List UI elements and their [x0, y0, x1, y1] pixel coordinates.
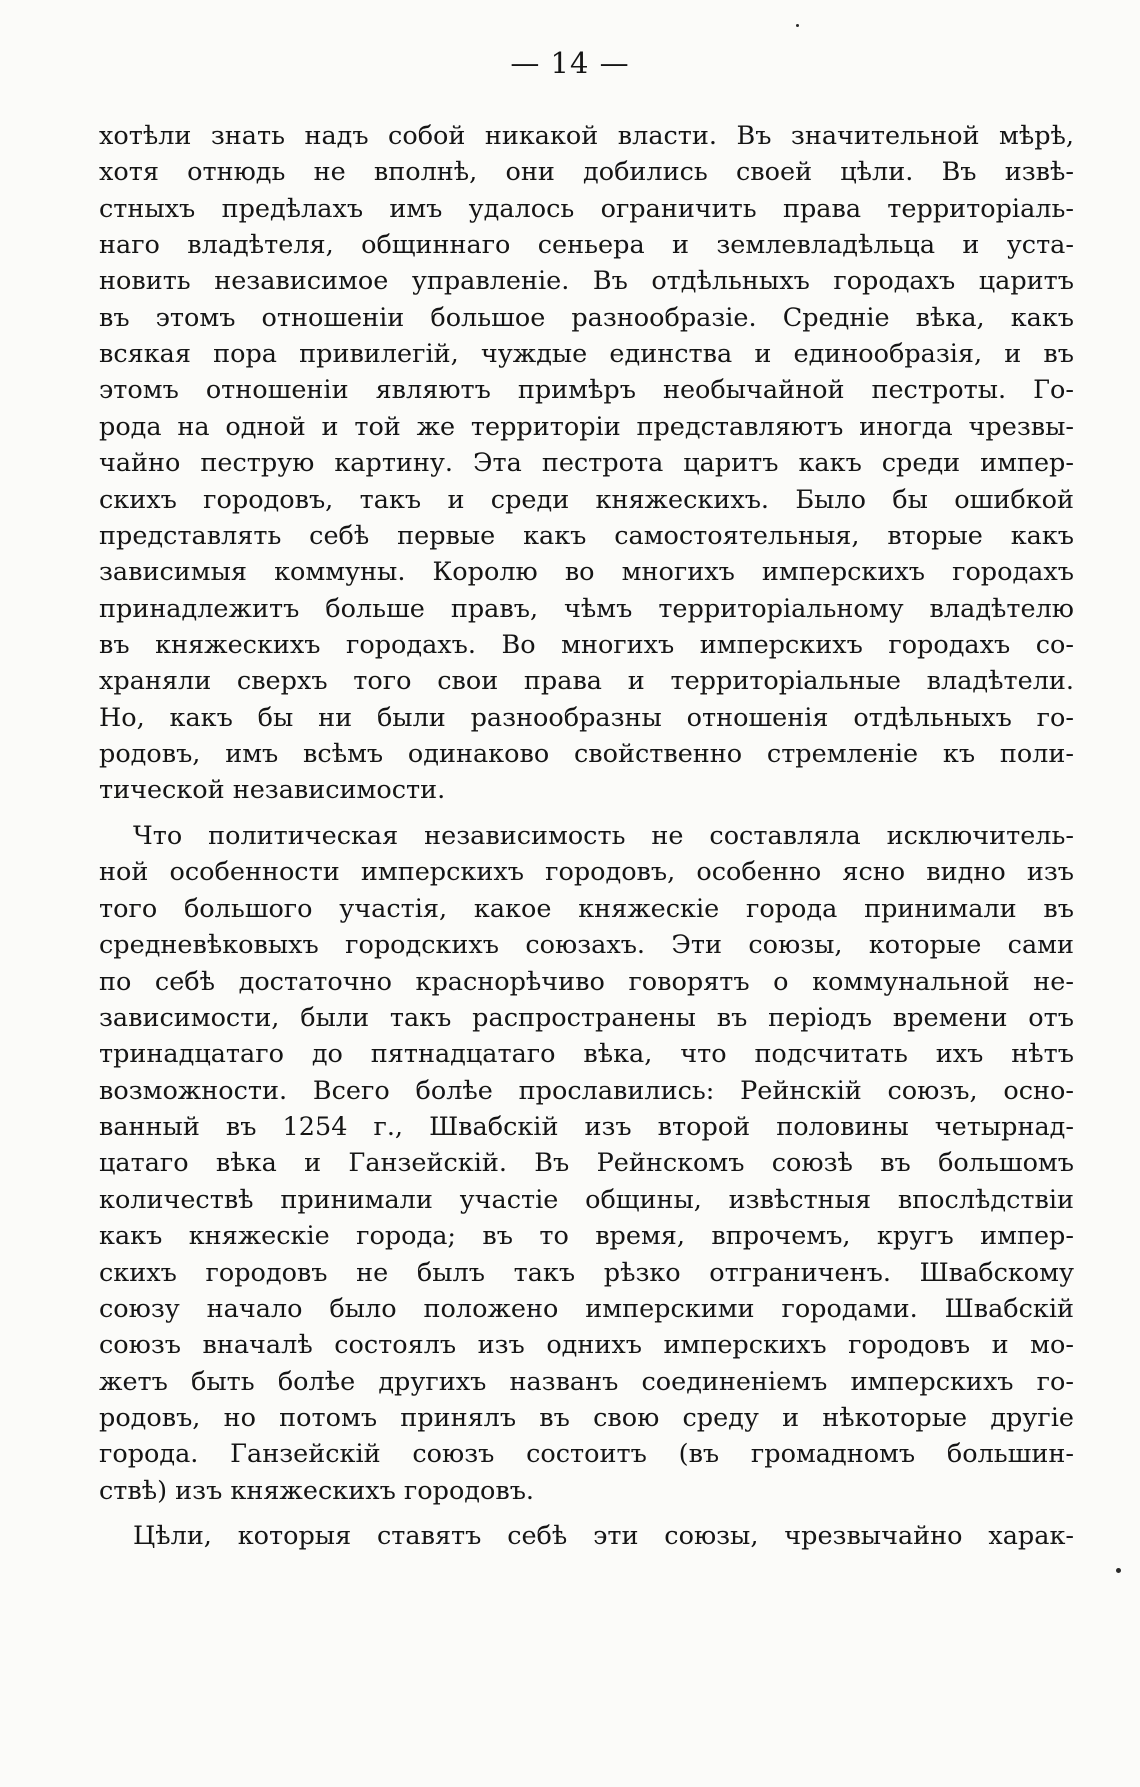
- text-line: принадлежитъ больше правъ, чѣмъ территоріальному владѣтелю: [99, 594, 1074, 624]
- text-line: наго владѣтеля, общиннаго сеньера и землевладѣльца и уста-: [99, 230, 1074, 260]
- text-line: новить независимое управленіе. Въ отдѣльныхъ городахъ царитъ: [99, 266, 1074, 296]
- text-line: тической независимости.: [99, 775, 446, 805]
- text-line: Цѣли, которыя ставятъ себѣ эти союзы, чрезвычайно харак-: [133, 1521, 1074, 1551]
- text-line: хотѣли знать надъ собой никакой власти. Въ значительной мѣрѣ,: [99, 121, 1074, 151]
- text-line: Что политическая независимость не составляла исключитель-: [133, 821, 1074, 851]
- text-line: въ княжескихъ городахъ. Во многихъ имперскихъ городахъ со-: [99, 630, 1074, 660]
- text-line: родовъ, имъ всѣмъ одинаково свойственно стремленіе къ поли-: [99, 739, 1074, 769]
- text-line: стныхъ предѣлахъ имъ удалось ограничить права территоріаль-: [99, 194, 1074, 224]
- page-number: — 14 —: [510, 46, 630, 80]
- text-line: ной особенности имперскихъ городовъ, особенно ясно видно изъ: [99, 857, 1074, 887]
- text-line: союзъ вначалѣ состоялъ изъ однихъ имперскихъ городовъ и мо-: [99, 1330, 1074, 1360]
- text-line: представлять себѣ первые какъ самостоятельныя, вторые какъ: [99, 521, 1074, 551]
- text-line: возможности. Всего болѣе прославились: Рейнскій союзъ, осно-: [99, 1076, 1074, 1106]
- text-line: зависимыя коммуны. Королю во многихъ имперскихъ городахъ: [99, 557, 1074, 587]
- text-line: средневѣковыхъ городскихъ союзахъ. Эти союзы, которые сами: [99, 930, 1074, 960]
- text-line: зависимости, были такъ распространены въ періодъ времени отъ: [99, 1003, 1074, 1033]
- text-line: скихъ городовъ не былъ такъ рѣзко отграниченъ. Швабскому: [99, 1258, 1074, 1288]
- text-line: всякая пора привилегій, чуждые единства и единообразія, и въ: [99, 339, 1074, 369]
- text-line: хотя отнюдь не вполнѣ, они добились своей цѣли. Въ извѣ-: [99, 157, 1074, 187]
- text-line: союзу начало было положено имперскими городами. Швабскій: [99, 1294, 1074, 1324]
- text-line: чайно пеструю картину. Эта пестрота царитъ какъ среди импер-: [99, 448, 1074, 478]
- text-line: храняли сверхъ того свои права и территоріальные владѣтели.: [99, 666, 1074, 696]
- speck-mark: [1116, 1568, 1121, 1573]
- text-line: Но, какъ бы ни были разнообразны отношенія отдѣльныхъ го-: [99, 703, 1074, 733]
- text-line: цатаго вѣка и Ганзейскій. Въ Рейнскомъ союзѣ въ большомъ: [99, 1148, 1074, 1178]
- text-line: тринадцатаго до пятнадцатаго вѣка, что подсчитать ихъ нѣтъ: [99, 1039, 1074, 1069]
- text-line: родовъ, но потомъ принялъ въ свою среду и нѣкоторые другіе: [99, 1403, 1074, 1433]
- text-line: по себѣ достаточно краснорѣчиво говорятъ о коммунальной не-: [99, 967, 1074, 997]
- text-line: въ этомъ отношеніи большое разнообразіе. Средніе вѣка, какъ: [99, 303, 1074, 333]
- speck-mark: [796, 24, 799, 27]
- text-line: какъ княжескіе города; въ то время, впрочемъ, кругъ импер-: [99, 1221, 1074, 1251]
- text-line: рода на одной и той же территоріи представляютъ иногда чрезвы-: [99, 412, 1074, 442]
- text-line: того большого участія, какое княжескіе города принимали въ: [99, 894, 1074, 924]
- text-line: количествѣ принимали участіе общины, извѣстныя впослѣдствіи: [99, 1185, 1074, 1215]
- text-line: жетъ быть болѣе другихъ названъ соединеніемъ имперскихъ го-: [99, 1367, 1074, 1397]
- text-line: ствѣ) изъ княжескихъ городовъ.: [99, 1476, 535, 1506]
- text-line: города. Ганзейскій союзъ состоитъ (въ громадномъ большин-: [99, 1439, 1074, 1469]
- text-line: скихъ городовъ, такъ и среди княжескихъ. Было бы ошибкой: [99, 485, 1074, 515]
- text-line: ванный въ 1254 г., Швабскій изъ второй половины четырнад-: [99, 1112, 1074, 1142]
- text-line: этомъ отношеніи являютъ примѣръ необычайной пестроты. Го-: [99, 375, 1074, 405]
